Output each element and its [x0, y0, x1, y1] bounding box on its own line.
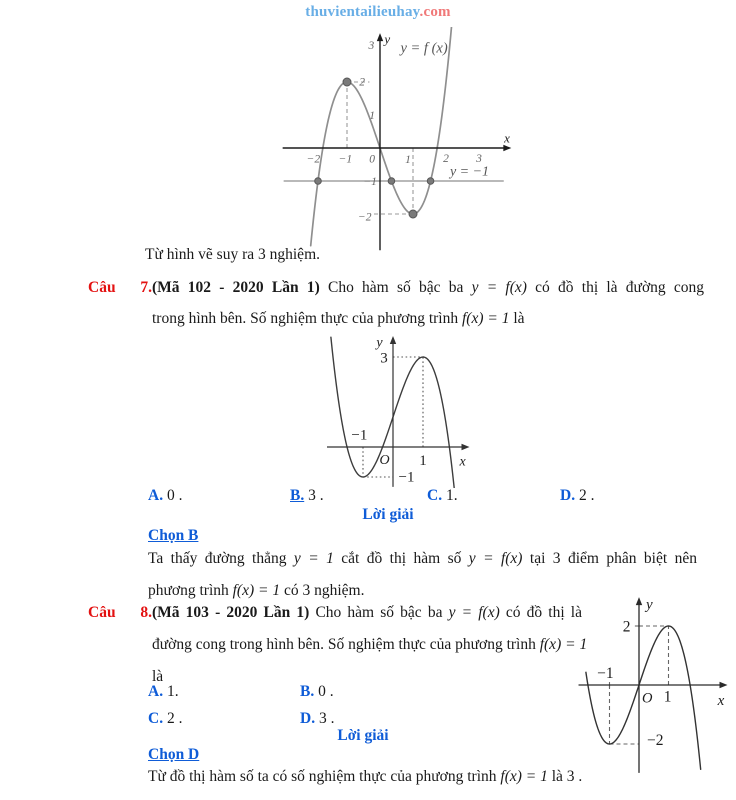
- answer-option-letter: C.: [427, 487, 443, 504]
- svg-text:−1: −1: [398, 469, 415, 486]
- svg-text:1: 1: [663, 688, 672, 706]
- solution-header-q8: Lời giải: [337, 727, 389, 744]
- svg-text:0: 0: [369, 153, 375, 166]
- watermark-tld-text: .com: [419, 4, 451, 20]
- answer-option: [148, 678, 300, 705]
- solution-7-text-run: tại 3 điểm phân biệt nên: [522, 550, 697, 567]
- svg-text:2: 2: [443, 152, 449, 165]
- svg-text:x: x: [717, 693, 725, 709]
- math-fx-equals-1: f(x) = 1: [500, 768, 548, 785]
- math-fx-equals-1: f(x) = 1: [232, 582, 281, 599]
- question-7-label: Câu 7.: [88, 279, 152, 296]
- graph-figure-question-8: [571, 595, 735, 775]
- svg-text:O: O: [642, 690, 653, 707]
- svg-text:x: x: [459, 454, 466, 470]
- question-7-options: [148, 486, 714, 506]
- question-7-source: (Mã 102 - 2020 Lần 1): [152, 279, 320, 296]
- answer-option-value: 3 .: [315, 710, 335, 727]
- svg-text:3: 3: [380, 350, 388, 367]
- question-8-line-3: là: [152, 668, 164, 685]
- solution-7-text-run: Ta thấy đường thẳng: [148, 550, 294, 567]
- svg-text:2: 2: [359, 76, 366, 89]
- watermark-site-text: thuvientailieuhay: [305, 4, 420, 20]
- svg-text:−1: −1: [338, 153, 353, 166]
- question-8-label: Câu 8.: [88, 604, 152, 621]
- solution-7-line-1: [148, 543, 697, 575]
- watermark: [30, 4, 726, 21]
- svg-text:y: y: [376, 335, 383, 351]
- answer-option-value: 0 .: [314, 683, 334, 700]
- math-y-equals-fx: y = f(x): [471, 279, 527, 296]
- question-8-source: (Mã 103 - 2020 Lần 1): [152, 604, 310, 621]
- svg-text:3: 3: [368, 40, 375, 53]
- svg-text:1: 1: [405, 154, 411, 167]
- answer-option-value: 3 .: [304, 487, 324, 504]
- question-8-text: đường cong trong hình bên. Số nghiệm thực của phương trình: [152, 636, 540, 653]
- question-8-line-2: [152, 629, 588, 661]
- solution-7-text-run: có 3 nghiệm.: [280, 582, 365, 599]
- answer-option: [290, 486, 427, 506]
- question-7: [88, 272, 704, 334]
- chosen-answer-q7: Chọn B: [148, 527, 199, 544]
- question-7-line-1: [88, 272, 704, 303]
- math-y-equals-1: y = 1: [293, 550, 334, 567]
- answer-option-value: 1.: [163, 683, 179, 700]
- svg-text:3: 3: [476, 152, 482, 165]
- answer-option-letter: B.: [290, 487, 305, 504]
- svg-text:y: y: [645, 597, 653, 614]
- answer-option-value: 0 .: [163, 487, 183, 504]
- question-7-text: là: [509, 310, 525, 327]
- svg-text:−2: −2: [306, 153, 321, 166]
- answer-option-letter: A.: [148, 683, 164, 700]
- question-8-line-1: [88, 597, 582, 629]
- math-fx-equals-1: f(x) = 1: [539, 636, 588, 653]
- solution-8-text-run: Từ đồ thị hàm số ta có số nghiệm thực của phương trình: [148, 768, 501, 785]
- solution-7-text-run: phương trình: [148, 582, 233, 599]
- answer-option: [148, 486, 290, 506]
- solution-7-text-run: cắt đồ thị hàm số: [333, 550, 469, 567]
- svg-text:−1: −1: [363, 176, 377, 189]
- question-8-text: có đồ thị là: [499, 604, 582, 621]
- svg-text:O: O: [379, 452, 390, 468]
- svg-text:−1: −1: [597, 665, 614, 683]
- graph-figure-cubic-with-line: [278, 27, 526, 253]
- question-8-options: [148, 678, 478, 732]
- math-y-equals-fx: y = f(x): [448, 604, 500, 621]
- solution-8-text: [148, 766, 582, 788]
- svg-text:1: 1: [369, 110, 375, 123]
- answer-option-value: 2 .: [575, 487, 595, 504]
- solution-header-q7: Lời giải: [362, 506, 414, 523]
- svg-text:y = f (x): y = f (x): [400, 40, 448, 57]
- svg-text:−1: −1: [351, 427, 368, 444]
- question-8-text: Cho hàm số bậc ba: [309, 604, 449, 621]
- svg-text:x: x: [504, 130, 510, 146]
- svg-text:y = −1: y = −1: [449, 164, 490, 180]
- answer-option-letter: C.: [148, 710, 164, 727]
- answer-option: [300, 678, 478, 705]
- answer-option-value: 1.: [442, 487, 458, 504]
- svg-text:1: 1: [419, 452, 427, 469]
- question-7-text: có đồ thị là đường cong: [526, 279, 704, 296]
- graph-figure-question-7: [321, 330, 475, 488]
- answer-option-letter: A.: [148, 487, 164, 504]
- answer-option-value: 2 .: [163, 710, 183, 727]
- svg-text:−2: −2: [358, 211, 372, 224]
- math-y-equals-fx: y = f(x): [468, 550, 523, 567]
- math-fx-equals-1: f(x) = 1: [462, 310, 510, 327]
- answer-option: [560, 486, 714, 506]
- svg-text:y: y: [384, 31, 391, 47]
- answer-option-letter: B.: [300, 683, 315, 700]
- answer-option-letter: D.: [300, 710, 316, 727]
- chosen-answer-q8: Chọn D: [148, 746, 200, 763]
- svg-text:−2: −2: [646, 732, 664, 749]
- answer-option-letter: D.: [560, 487, 576, 504]
- figure1-caption: Từ hình vẽ suy ra 3 nghiệm.: [145, 246, 320, 263]
- solution-8-text-run: là 3 .: [547, 768, 583, 785]
- question-7-text: trong hình bên. Số nghiệm thực của phương trình: [152, 310, 462, 327]
- question-7-text: Cho hàm số bậc ba: [319, 279, 472, 296]
- answer-option: [427, 486, 560, 506]
- svg-text:2: 2: [622, 618, 631, 636]
